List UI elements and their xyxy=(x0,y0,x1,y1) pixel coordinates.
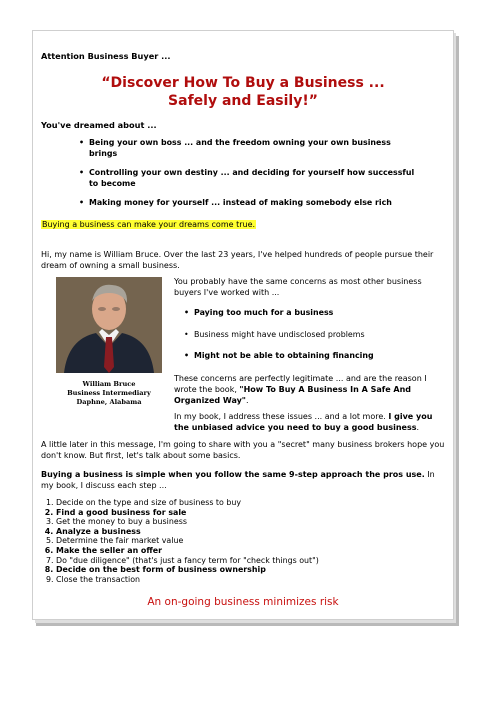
section-subheading: An on-going business minimizes risk xyxy=(147,596,339,608)
legit-text: These concerns are perfectly legitimate ... and are the reason I wrote the book, xyxy=(174,374,427,394)
simple-paragraph xyxy=(41,469,446,491)
dreamed-heading: You've dreamed about ... xyxy=(41,120,157,130)
dream-bullet: • Making money for yourself ... instead of making somebody else rich xyxy=(79,198,419,209)
book-paragraph xyxy=(174,411,449,433)
dream-bullet: • Controlling your own destiny ... and deciding for yourself how successful to become xyxy=(79,168,419,189)
attention-line: Attention Business Buyer ... xyxy=(41,51,171,61)
legit-paragraph xyxy=(174,373,446,406)
simple-bold-text: Buying a business is simple when you follow the same 9-step approach the pros use. xyxy=(41,470,425,479)
step-item: 7. Do "due diligence" (that's just a fancy term for "check things out") xyxy=(56,556,436,566)
step-item: 5. Determine the fair market value xyxy=(56,536,436,546)
secret-paragraph: A little later in this message, I'm going to share with you a "secret" many business brokers hope you don't know. But first, let's talk about some basics. xyxy=(41,440,445,460)
document-page xyxy=(32,30,454,620)
concern-item: • Business might have undisclosed problems xyxy=(184,330,434,341)
step-item: 1. Decide on the type and size of business to buy xyxy=(56,498,436,508)
dream-bullet-list xyxy=(79,138,419,209)
book-end: . xyxy=(416,423,420,432)
intro-paragraph: Hi, my name is William Bruce. Over the last 23 years, I've helped hundreds of people pursue their dream of owning a small business. xyxy=(41,250,434,270)
highlighted-statement: Buying a business can make your dreams come true. xyxy=(42,220,256,229)
caption-location: Daphne, Alabama xyxy=(76,398,142,406)
dream-bullet: • Being your own boss ... and the freedom owning your own business brings xyxy=(79,138,419,159)
step-item: 3. Get the money to buy a business xyxy=(56,517,436,527)
concern-item: • Paying too much for a business xyxy=(184,308,434,319)
legit-end: . xyxy=(245,396,249,405)
step-item: 6. Make the seller an offer xyxy=(56,546,436,556)
concerns-intro: You probably have the same concerns as most other business buyers I've worked with ... xyxy=(174,277,422,297)
concerns-list xyxy=(184,308,434,362)
book-title: "How To Buy A Business In A Safe And Organized Way" xyxy=(174,385,412,405)
caption-name: William Bruce xyxy=(82,380,136,388)
steps-list xyxy=(40,498,436,584)
book-bold-text: I give you the unbiased advice you need to buy a good business xyxy=(174,412,433,432)
concern-item: • Might not be able to obtaining financing xyxy=(184,351,434,362)
step-item: 9. Close the transaction xyxy=(56,575,436,585)
simple-text: In my book, I discuss each step ... xyxy=(41,470,435,490)
headline-line-2: Safely and Easily!” xyxy=(168,93,318,109)
headline-line-1: “Discover How To Buy a Business ... xyxy=(101,75,385,91)
headline xyxy=(33,74,453,110)
book-text: In my book, I address these issues ... and a lot more. xyxy=(174,412,389,421)
step-item: 2. Find a good business for sale xyxy=(56,508,436,518)
step-item: 8. Decide on the best form of business ownership xyxy=(56,565,436,575)
caption-title: Business Intermediary xyxy=(67,389,151,397)
author-photo xyxy=(56,277,162,373)
photo-caption xyxy=(54,380,164,407)
step-item: 4. Analyze a business xyxy=(56,527,436,537)
